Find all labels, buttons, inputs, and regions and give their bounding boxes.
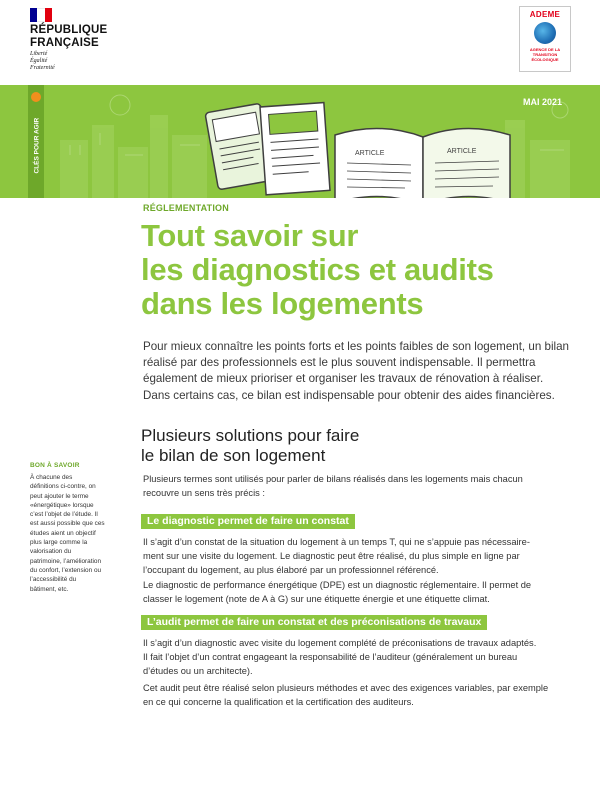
title-line: les diagnostics et audits (141, 252, 494, 287)
audit-paragraph-2: Cet audit peut être réalisé selon plusieurs méthodes et avec des exigences variables, par exemple en ce qui concerne la qualification et la certification des auditeurs. (143, 683, 549, 707)
globe-icon (534, 22, 556, 44)
diagnostic-label: Le diagnostic permet de faire un constat (141, 514, 355, 529)
diagnostic-paragraph-1: Il s’agit d’un constat de la situation du logement à un temps T, qui ne s’appuie pas nécessaire- ment sur une visite du logement. Le diagnostic peut être réalisé, du plus simple en ligne par l’occupant du logement, au plus élaboré par un professionnel référencé. (143, 537, 530, 575)
audit-label: L’audit permet de faire un constat et des préconisations de travaux (141, 615, 487, 630)
banner-illustration (0, 85, 600, 198)
publication-date: MAI 2021 (522, 97, 562, 107)
ademe-logo-text: ADEME (529, 10, 561, 19)
section-heading: Plusieurs solutions pour faire le bilan de son logement (141, 426, 360, 465)
svg-text:ARTICLE: ARTICLE (447, 148, 477, 155)
ademe-logo (519, 6, 571, 72)
republique-line2: FRANÇAISE (30, 37, 99, 49)
kicker: RÉGLEMENTATION (143, 203, 229, 213)
series-label: CLÉS POUR AGIR (33, 117, 41, 174)
lead-paragraph: Plusieurs termes sont utilisés pour parler de bilans réalisés dans les logements mais chacun recouvre un sens très précis : (143, 474, 523, 498)
republique-line1: RÉPUBLIQUE (30, 24, 108, 36)
title-line: dans les logements (141, 286, 424, 321)
sidebar-note: À chacune des définitions ci-contre, on peut ajouter le terme «énergétique» lorsque c’est l’objet de l’étude. Il est aussi possible que ces études aient un objectif plus large comme la valorisation du patrimoine, l’amélioration du confort, l’extension ou l’accessibilité du bâtiment, etc. (30, 474, 105, 593)
page-title (141, 219, 494, 321)
ademe-logo-subtitle: AGENCE DE LA TRANSITION ÉCOLOGIQUE (529, 47, 561, 62)
series-dot-icon (31, 92, 41, 102)
title-line: Tout savoir sur (141, 218, 359, 253)
intro-paragraph: Pour mieux connaître les points forts et les points faibles de son logement, un bilan réalisé par des professionnels est le plus souvent indispensable. Il permettra également de mieux prioriser et organiser les travaux de rénovation à réaliser. Dans certains cas, ce bilan est indispensable pour obtenir des aides financières. (143, 340, 569, 402)
svg-text:ARTICLE: ARTICLE (355, 150, 385, 157)
sidebar-heading: BON À SAVOIR (30, 462, 80, 469)
audit-paragraph-1: Il s’agit d’un diagnostic avec visite du logement complété de préconisations de travaux adaptés. Il fait l’objet d’un contrat engageant la responsabilité de l’auditeur (généralement un bureau d’études ou un architecte). (143, 638, 537, 676)
diagnostic-paragraph-2: Le diagnostic de performance énergétique (DPE) est un diagnostic réglementaire. Il permet de classer le logement (note de A à G) sur une étiquette énergie et une étiquette climat. (143, 580, 532, 604)
documents-illustration-icon (0, 85, 600, 198)
marianne-flag-icon (30, 8, 52, 22)
republique-motto: Liberté Égalité Fraternité (30, 51, 55, 71)
